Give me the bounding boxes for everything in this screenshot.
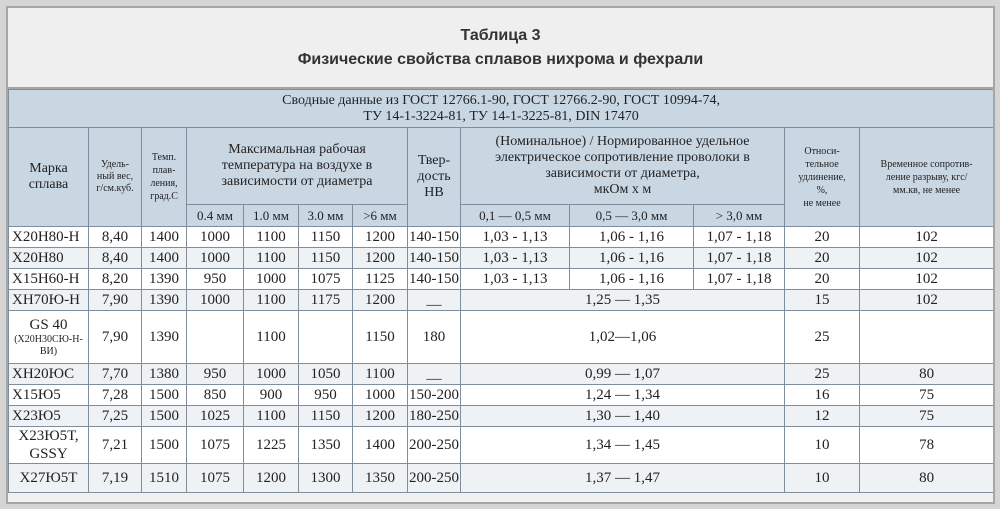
table-row: Х20Н80-Н 8,40 1400 1000 1100 1150 1200 140-150 1,03 - 1,13 1,06 - 1,16 1,07 - 1,18 20 102 [9,227,994,248]
header-rdiam-1: 0,1 — 0,5 мм [461,205,570,227]
header-elongation: Относи- тельное удлинение, %, не менее [785,128,860,227]
document-frame [6,6,995,504]
header-diam-3-0: 3.0 мм [299,205,353,227]
table-title: Физические свойства сплавов нихрома и фехрали [297,50,704,68]
header-grade: Марка сплава [9,128,89,227]
header-rdiam-3: > 3,0 мм [694,205,785,227]
table-row: Х23Ю5 7,25 1500 1025 1100 1150 1200 180-250 1,30 — 1,40 12 75 [9,406,994,427]
summary-line-2: ТУ 14-1-3224-81, ТУ 14-1-3225-81, DIN 17470 [363,108,639,124]
header-rdiam-2: 0,5 — 3,0 мм [570,205,694,227]
table-row: Х15Ю5 7,28 1500 850 900 950 1000 150-200 1,24 — 1,34 16 75 [9,385,994,406]
alloy-properties-table [8,89,994,493]
table-row: ХН70Ю-Н 7,90 1390 1000 1100 1175 1200 __ 1,25 — 1,35 15 102 [9,290,994,311]
table-row: Х20Н80 8,40 1400 1000 1100 1150 1200 140-150 1,03 - 1,13 1,06 - 1,16 1,07 - 1,18 20 102 [9,248,994,269]
header-melting-temp: Темп. плав- ления, град.С [142,128,187,227]
table-row: Х15Н60-Н 8,20 1390 950 1000 1075 1125 140-150 1,03 - 1,13 1,06 - 1,16 1,07 - 1,18 20 102 [9,269,994,290]
header-diam-1-0: 1.0 мм [244,205,299,227]
header-max-temp: Максимальная рабочая температура на воздухе в зависимости от диаметра [187,128,408,205]
summary-line-1: Сводные данные из ГОСТ 12766.1-90, ГОСТ 12766.2-90, ГОСТ 10994-74, [282,92,721,108]
table-row: ХН20ЮС 7,70 1380 950 1000 1050 1100 __ 0,99 — 1,07 25 80 [9,364,994,385]
table-caption [8,8,993,89]
header-diam-6: >6 мм [353,205,408,227]
table-row: GS 40 (Х20Н30СЮ-Н-ВИ) 7,90 1390 1100 1150 180 1,02—1,06 25 [9,311,994,364]
header-density: Удель- ный вес, г/см.куб. [89,128,142,227]
header-hardness: Твер- дость НВ [408,128,461,227]
header-resistivity: (Номинальное) / Нормированное удельное электрическое сопротивление проволоки в зависимости от диаметра, мкОм х м [461,128,785,205]
table-number: Таблица 3 [460,26,541,44]
header-diam-0-4: 0.4 мм [187,205,244,227]
table-row: Х23Ю5Т, GSSY 7,21 1500 1075 1225 1350 1400 200-250 1,34 — 1,45 10 78 [9,427,994,464]
summary-sources [9,90,994,128]
header-tensile-strength: Временное сопротив- ление разрыву, кгс/ мм.кв, не менее [860,128,994,227]
table-row: Х27Ю5Т 7,19 1510 1075 1200 1300 1350 200-250 1,37 — 1,47 10 80 [9,464,994,493]
